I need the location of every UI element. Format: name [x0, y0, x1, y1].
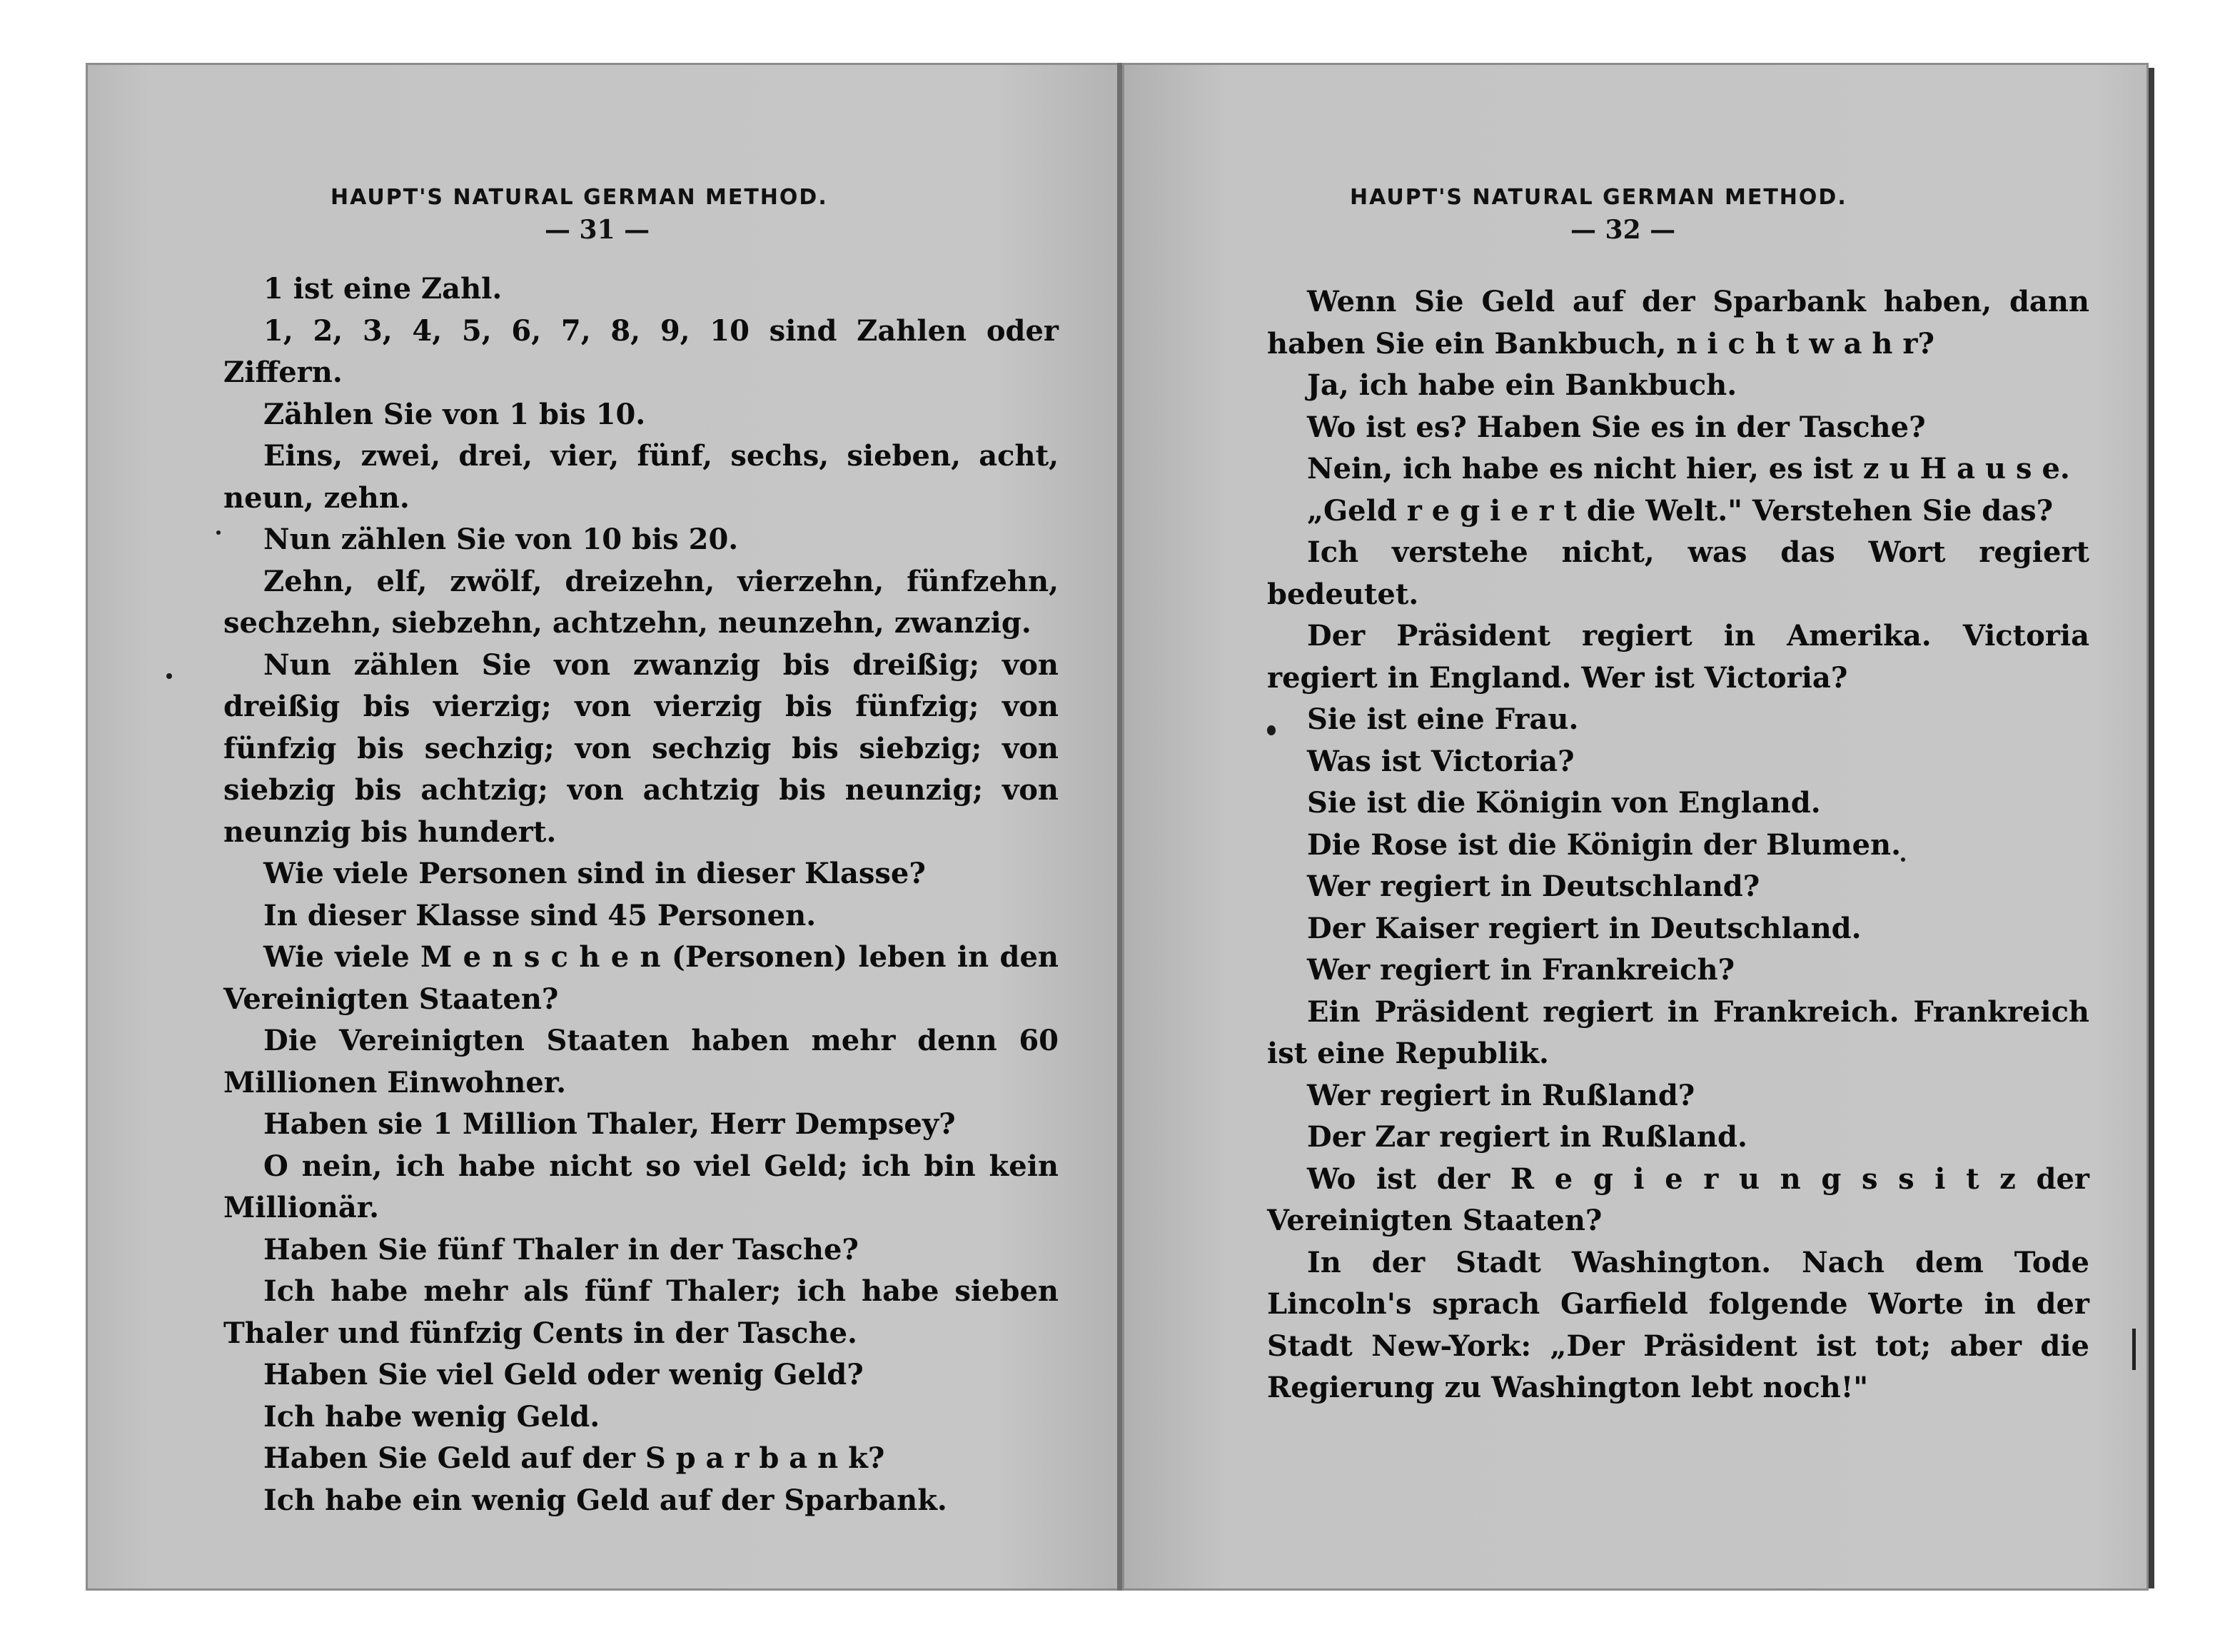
running-head: HAUPT'S NATURAL GERMAN METHOD.: [331, 185, 828, 210]
paragraph: Ja, ich habe ein Bankbuch.: [1307, 368, 1737, 402]
paragraph: Die Vereinigten Staaten haben mehr denn 60 Millionen Einwohner.: [223, 1024, 1059, 1099]
paragraph: Wo ist der R e g i e r u n g s s i t z der Vereinigten Staaten?: [1267, 1162, 2089, 1237]
paragraph: Wer regiert in Deutschland?: [1307, 870, 1760, 903]
paragraph: Nun zählen Sie von 10 bis 20.: [263, 523, 739, 556]
paragraph: Nein, ich habe es nicht hier, es ist z u H a u s e.: [1307, 452, 2070, 485]
right-page: [1122, 63, 2149, 1591]
page-number: — 32 —: [1570, 215, 1676, 245]
paragraph: Der Präsident regiert in Amerika. Victoria regiert in England. Wer ist Victoria?: [1267, 619, 2089, 695]
paragraph: „Geld r e g i e r t die Welt." Verstehen Sie das?: [1307, 493, 2054, 528]
paragraph: O nein, ich habe nicht so viel Geld; ich bin kein Millionär.: [223, 1149, 1059, 1224]
paragraph: Zählen Sie von 1 bis 10.: [263, 397, 646, 431]
page-number: — 31 —: [545, 215, 650, 245]
margin-mark: [2132, 1329, 2136, 1370]
open-book: [86, 63, 2149, 1591]
paragraph: Ich verstehe nicht, was das Wort regiert bedeutet.: [1267, 535, 2089, 611]
paragraph: Wer regiert in Rußland?: [1307, 1078, 1695, 1112]
running-head: HAUPT'S NATURAL GERMAN METHOD.: [1350, 185, 1847, 210]
paragraph: 1, 2, 3, 4, 5, 6, 7, 8, 9, 10 sind Zahlen oder Ziffern.: [223, 313, 1059, 389]
ink-speck: [166, 673, 172, 679]
ink-speck: [1901, 857, 1905, 862]
paragraph: Haben sie 1 Million Thaler, Herr Dempsey?: [263, 1107, 956, 1141]
page-body: [1267, 281, 2089, 1409]
paragraph: Wenn Sie Geld auf der Sparbank haben, dann haben Sie ein Bankbuch, n i c h t w a h r?: [1267, 285, 2089, 361]
paragraph: Haben Sie viel Geld oder wenig Geld?: [263, 1358, 864, 1391]
paragraph: Zehn, elf, zwölf, dreizehn, vierzehn, fünfzehn, sechzehn, siebzehn, achtzehn, neunzehn, zwanzig.: [223, 564, 1059, 640]
paragraph: Haben Sie Geld auf der S p a r b a n k?: [263, 1441, 885, 1475]
paragraph: Ich habe ein wenig Geld auf der Sparbank.: [263, 1483, 947, 1517]
left-page: [86, 63, 1121, 1591]
paragraph: Die Rose ist die Königin der Blumen.: [1307, 827, 1902, 862]
paragraph: Eins, zwei, drei, vier, fünf, sechs, sieben, acht, neun, zehn.: [223, 439, 1059, 515]
paragraph: Wie viele M e n s c h e n (Personen) leben in den Vereinigten Staaten?: [223, 940, 1059, 1016]
paragraph: Haben Sie fünf Thaler in der Tasche?: [263, 1232, 859, 1266]
ink-speck: [1267, 725, 1276, 735]
paragraph: Wer regiert in Frankreich?: [1307, 953, 1735, 987]
paragraph: Ich habe mehr als fünf Thaler; ich habe sieben Thaler und fünfzig Cents in der Tasche.: [223, 1274, 1059, 1350]
paragraph: Was ist Victoria?: [1307, 744, 1575, 778]
paragraph: Wo ist es? Haben Sie es in der Tasche?: [1307, 410, 1926, 444]
paragraph: Sie ist die Königin von England.: [1307, 786, 1821, 820]
paragraph: In der Stadt Washington. Nach dem Tode Lincoln's sprach Garfield folgende Worte in der Stadt New-York: „Der Präsident ist tot; aber die Regierung zu Washington lebt noch!": [1267, 1245, 2089, 1404]
paragraph: Der Kaiser regiert in Deutschland.: [1307, 911, 1862, 945]
paragraph: Sie ist eine Frau.: [1307, 702, 1579, 736]
paragraph: Wie viele Personen sind in dieser Klasse?: [263, 857, 926, 890]
paragraph: 1 ist eine Zahl.: [263, 272, 503, 306]
paragraph: Nun zählen Sie von zwanzig bis dreißig; von dreißig bis vierzig; von vierzig bis fünfzig; von fünfzig bis sechzig; von sechzig bis siebzig; von siebzig bis achtzig; von achtzig bis neunzig; von neunzig bis hundert.: [223, 648, 1059, 849]
paragraph: In dieser Klasse sind 45 Personen.: [263, 898, 817, 932]
ink-speck: [216, 530, 221, 535]
paragraph: Ein Präsident regiert in Frankreich. Frankreich ist eine Republik.: [1267, 994, 2089, 1070]
page-body: [223, 268, 1059, 1521]
paragraph: Ich habe wenig Geld.: [263, 1399, 600, 1434]
paragraph: Der Zar regiert in Rußland.: [1307, 1120, 1747, 1154]
